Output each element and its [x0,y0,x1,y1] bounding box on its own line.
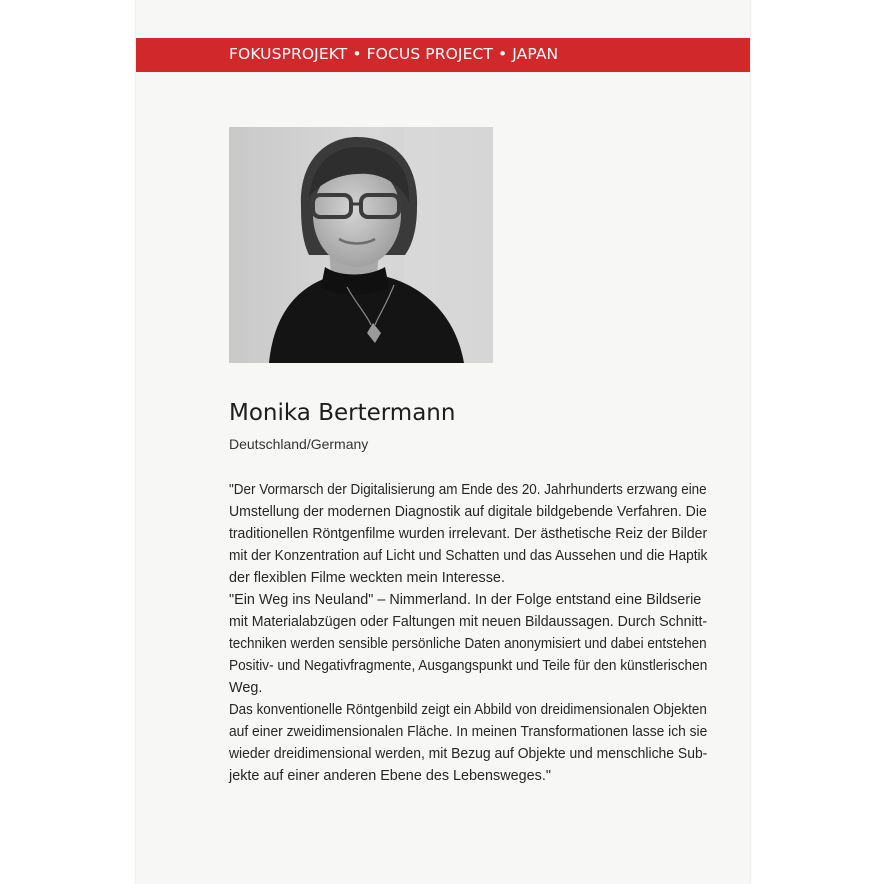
banner-title: FOKUSPROJEKT • FOCUS PROJECT • JAPAN [229,45,559,63]
statement-line: traditionellen Röntgenfilme wurden irrelevant. Der ästhetische Reiz der Bilder [229,526,708,542]
statement-line: "Der Vormarsch der Digitalisierung am Ende des 20. Jahrhunderts erzwang eine [229,482,707,498]
statement-line: Weg. [229,680,263,696]
statement-line: Positiv- und Negativfragmente, Ausgangspunkt und Teile für den künstlerischen [229,658,708,674]
section-banner [136,38,750,72]
portrait-photo-icon [229,127,493,363]
artist-country: Deutschland/Germany [229,436,369,452]
statement-line: techniken werden sensible persönliche Daten anonymisiert und dabei entstehen [229,636,707,652]
statement-line: wieder dreidimensional werden, mit Bezug auf Objekte und menschliche Sub- [229,746,708,762]
statement-line: der flexiblen Filme weckten mein Interesse. [229,570,505,586]
artist-portrait [229,127,493,363]
statement-line: Umstellung der modernen Diagnostik auf digitale bildgebende Verfahren. Die [229,504,707,520]
artist-name: Monika Bertermann [229,400,456,426]
statement-line: auf einer zweidimensionalen Fläche. In meinen Transformationen lasse ich sie [229,724,708,740]
artist-statement [229,479,707,787]
statement-line: Das konventionelle Röntgenbild zeigt ein Abbild von dreidimensionalen Objekten [229,702,707,718]
statement-line: mit Materialabzügen oder Faltungen mit neuen Bildaussagen. Durch Schnitt- [229,614,708,630]
catalog-page [136,0,750,884]
statement-line: jekte auf einer anderen Ebene des Lebensweges." [229,768,551,784]
statement-line: mit der Konzentration auf Licht und Schatten und das Aussehen und die Haptik [229,548,708,564]
statement-line: "Ein Weg ins Neuland" – Nimmerland. In der Folge entstand eine Bildserie [229,592,702,608]
